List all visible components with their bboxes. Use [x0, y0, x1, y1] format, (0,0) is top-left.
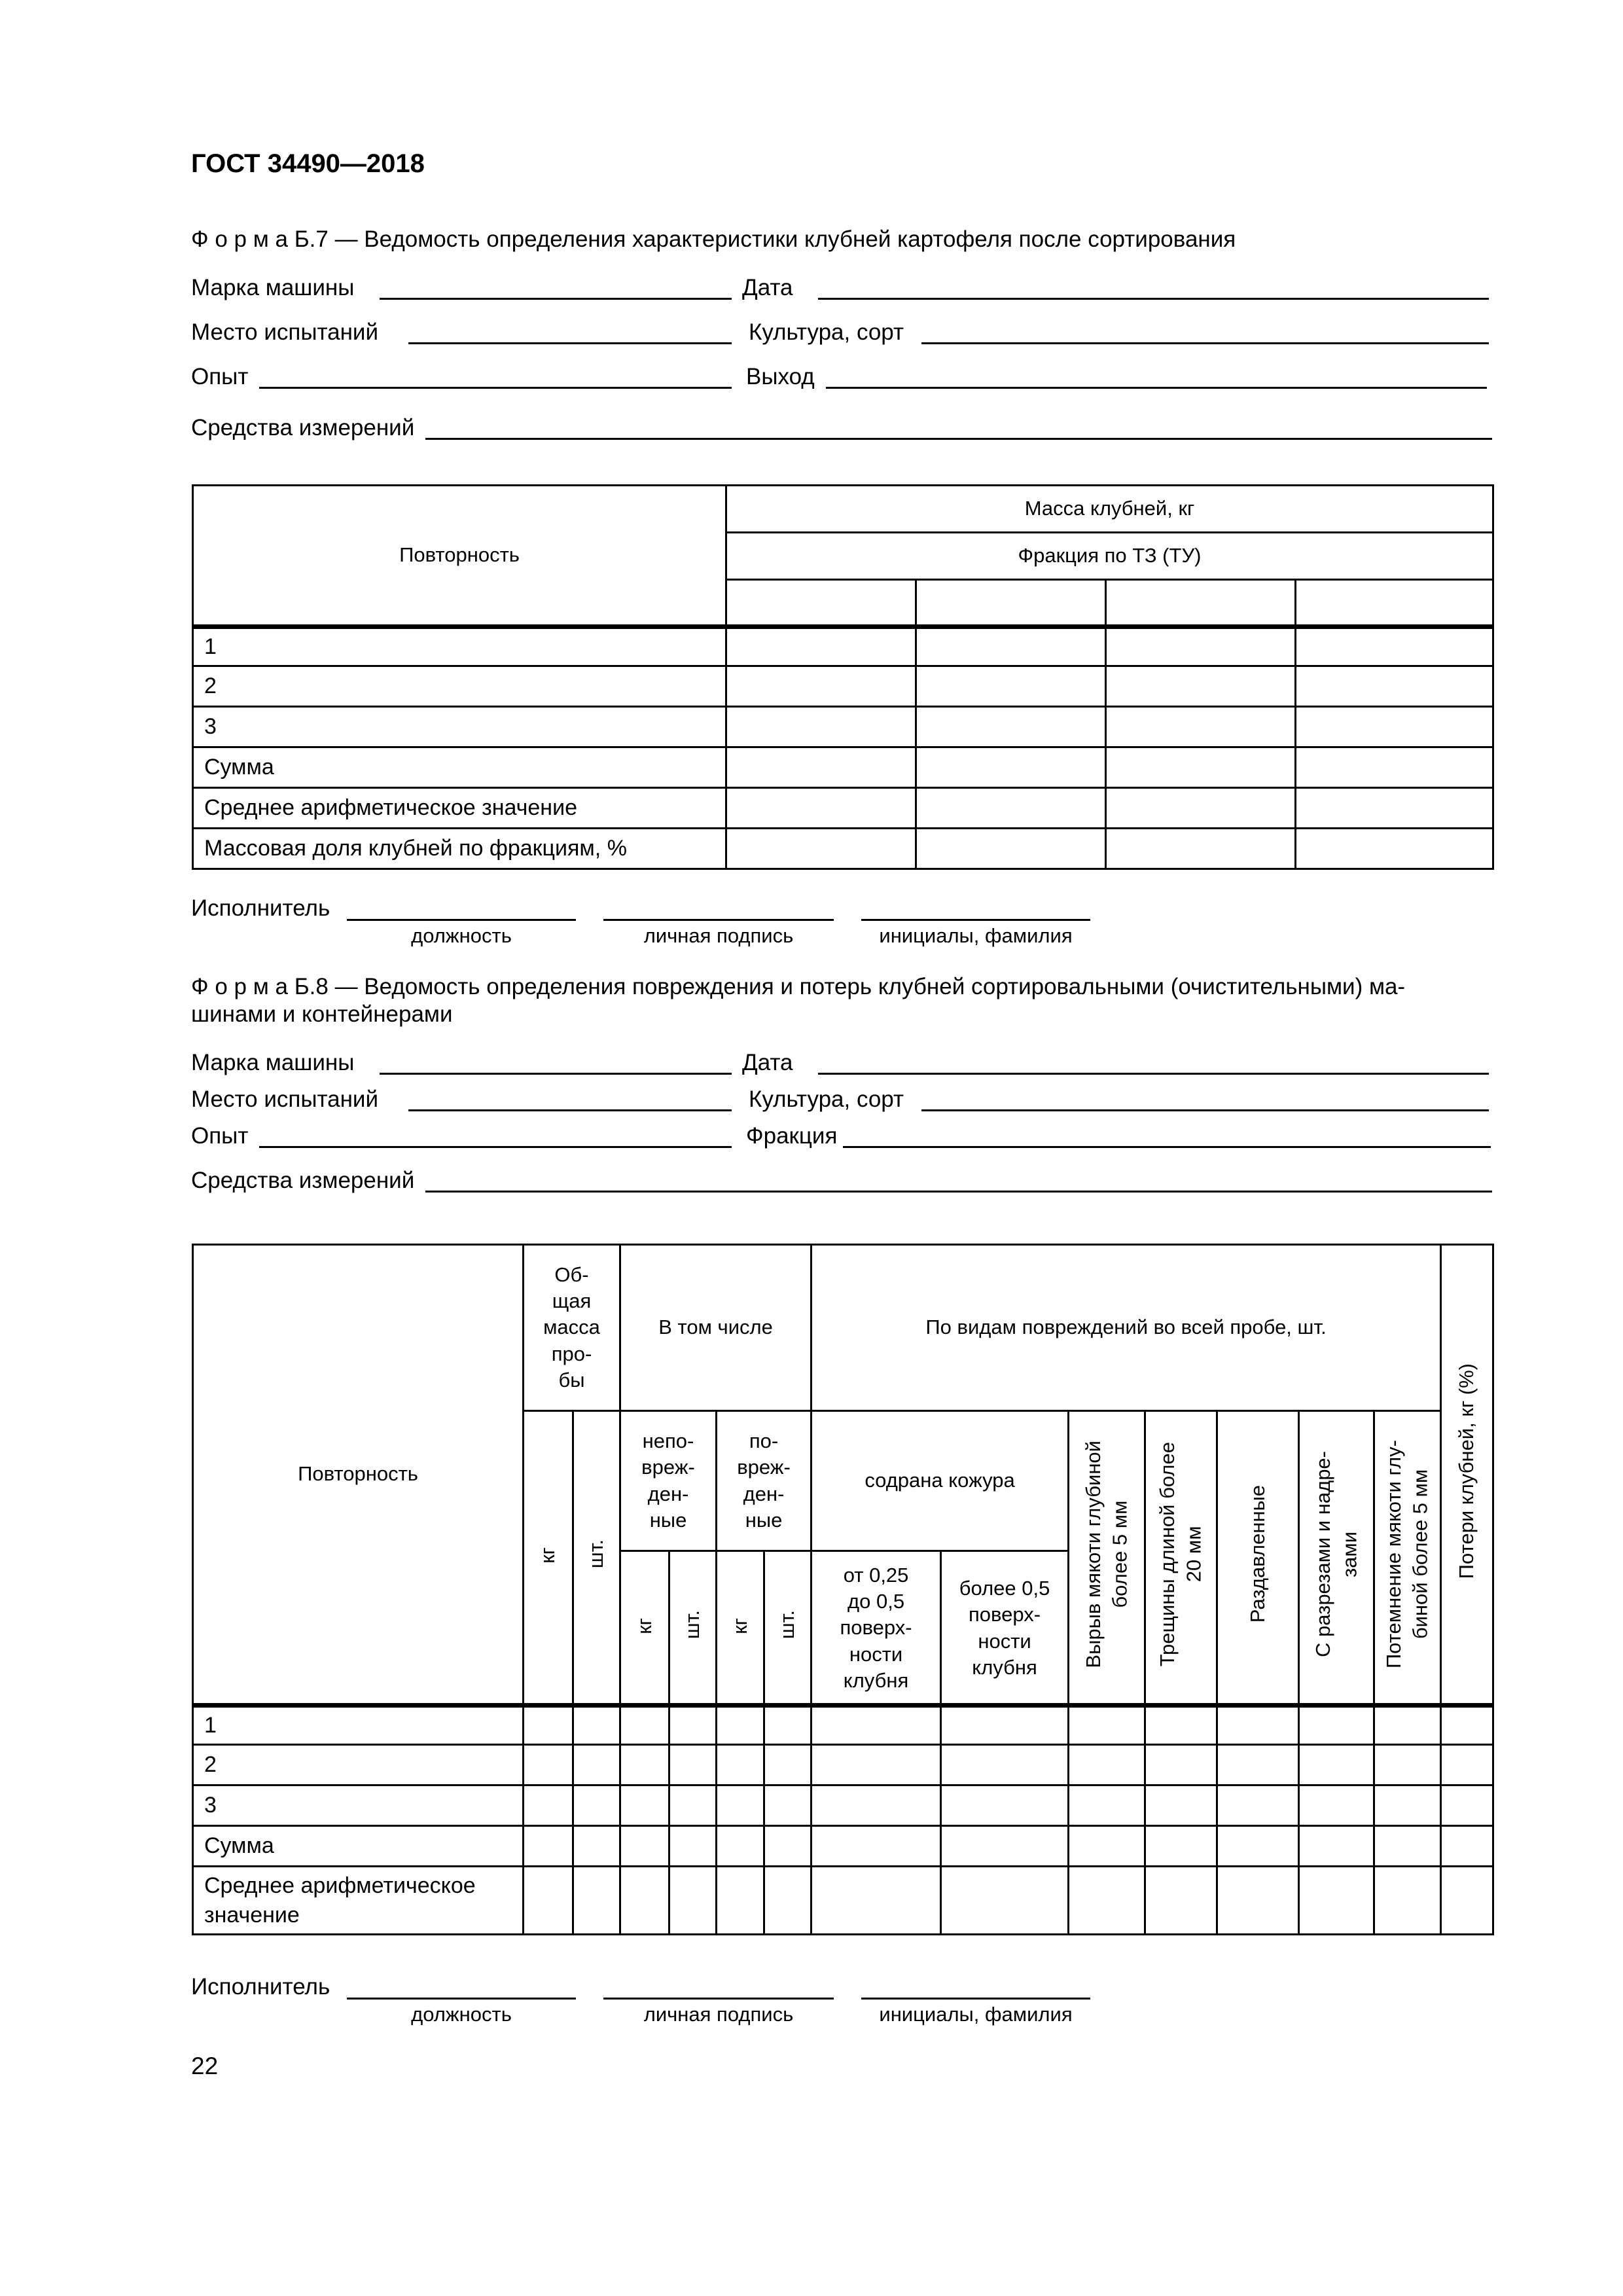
form8-col-repeat: Повторность [193, 1245, 524, 1706]
form7-cell[interactable] [916, 627, 1106, 666]
form8-cell[interactable] [1441, 1706, 1493, 1745]
form7-table [192, 484, 1494, 870]
form7-cell[interactable] [1296, 747, 1493, 788]
form7-cell[interactable] [1106, 788, 1296, 829]
form8-cell[interactable] [1069, 1867, 1145, 1935]
form8-date-line[interactable] [818, 1073, 1489, 1075]
form8-cell[interactable] [812, 1706, 941, 1745]
form8-cell[interactable] [573, 1785, 620, 1826]
form8-cell[interactable] [669, 1706, 717, 1745]
form7-cell[interactable] [916, 829, 1106, 869]
form8-sign-caption: личная подпись [643, 2003, 794, 2026]
form7-fraction-cell[interactable] [1106, 580, 1296, 627]
form8-row-label: 2 [193, 1745, 524, 1785]
form8-cell[interactable] [1374, 1826, 1441, 1867]
form7-row-label: Среднее арифметическое значение [193, 788, 726, 829]
form8-cell[interactable] [1069, 1826, 1145, 1867]
form8-cell[interactable] [717, 1867, 764, 1935]
form8-cell[interactable] [1069, 1785, 1145, 1826]
form8-cell[interactable] [1145, 1706, 1217, 1745]
form7-sign-caption: личная подпись [643, 924, 794, 947]
form7-cell[interactable] [1296, 829, 1493, 869]
form7-output-label: Выход [746, 364, 815, 389]
form8-name-line[interactable] [861, 1998, 1090, 2000]
form8-cell[interactable] [573, 1745, 620, 1785]
form7-position-caption: должность [411, 924, 512, 947]
form8-cell[interactable] [1145, 1745, 1217, 1785]
form8-cell[interactable] [1217, 1826, 1299, 1867]
form8-signature-label: Исполнитель [191, 1974, 330, 2000]
form8-crop-label: Культура, сорт [749, 1086, 904, 1112]
form8-pulp-torn-header: Вырыв мякоти глубиной более 5 мм [1081, 1440, 1132, 1668]
form8-undamaged-kg: кг [632, 1618, 656, 1635]
form8-cell[interactable] [573, 1706, 620, 1745]
form8-cell[interactable] [812, 1826, 941, 1867]
form8-cell[interactable] [717, 1826, 764, 1867]
form8-cell[interactable] [941, 1867, 1069, 1935]
form8-cell[interactable] [941, 1706, 1069, 1745]
form7-crop-label: Культура, сорт [749, 319, 904, 345]
form8-cell[interactable] [1145, 1826, 1217, 1867]
form8-cell[interactable] [812, 1745, 941, 1785]
form7-fraction-cell[interactable] [726, 580, 916, 627]
form8-cell[interactable] [669, 1826, 717, 1867]
form8-cell[interactable] [1217, 1785, 1299, 1826]
form8-cell[interactable] [1441, 1826, 1493, 1867]
form7-cell[interactable] [1296, 666, 1493, 707]
form7-cell[interactable] [726, 627, 916, 666]
form8-instruments-line[interactable] [425, 1191, 1492, 1193]
form7-cell[interactable] [726, 666, 916, 707]
form8-peel-025-header: от 0,25 до 0,5 поверх- ности клубня [812, 1551, 941, 1706]
form7-machine-line[interactable] [380, 298, 732, 300]
form7-name-caption: инициалы, фамилия [879, 924, 1073, 947]
form7-instruments-line[interactable] [425, 438, 1492, 440]
form8-loss-header: Потери клубней, кг (%) [1455, 1363, 1478, 1579]
form8-crushed-header: Раздавленные [1245, 1485, 1269, 1623]
form8-trial-label: Опыт [191, 1123, 249, 1149]
form8-peeled-header: содрана кожура [812, 1411, 1069, 1551]
form7-place-line[interactable] [408, 342, 732, 344]
form7-output-line[interactable] [826, 387, 1487, 389]
form8-by-damage-header: По видам повреждений во всей пробе, шт. [812, 1245, 1441, 1411]
form8-cell[interactable] [1441, 1867, 1493, 1935]
form7-row-label: Массовая доля клубней по фракциям, % [193, 829, 726, 869]
form8-row-label: 3 [193, 1785, 524, 1826]
form8-cell[interactable] [1374, 1706, 1441, 1745]
form7-row-label: 2 [193, 666, 726, 707]
form8-cuts-header: С разрезами и надре- зами [1311, 1450, 1361, 1657]
form7-trial-line[interactable] [259, 387, 732, 389]
form8-cell[interactable] [1441, 1745, 1493, 1785]
form7-position-line[interactable] [347, 919, 576, 921]
form8-cell[interactable] [941, 1785, 1069, 1826]
form7-cell[interactable] [1106, 829, 1296, 869]
form8-including-header: В том числе [620, 1245, 812, 1411]
form7-cell[interactable] [726, 829, 916, 869]
form8-cell[interactable] [1441, 1785, 1493, 1826]
form8-name-caption: инициалы, фамилия [879, 2003, 1073, 2026]
form8-cell[interactable] [669, 1867, 717, 1935]
form8-cell[interactable] [812, 1867, 941, 1935]
form8-undamaged-header: непо- вреж- ден- ные [620, 1411, 717, 1551]
form7-cell[interactable] [916, 788, 1106, 829]
form8-cell[interactable] [1145, 1867, 1217, 1935]
form7-instruments-label: Средства измерений [191, 415, 415, 440]
form8-cell[interactable] [1299, 1706, 1374, 1745]
form8-cell[interactable] [764, 1745, 812, 1785]
document-header: ГОСТ 34490—2018 [191, 149, 425, 178]
form8-cell[interactable] [620, 1867, 669, 1935]
form8-cell[interactable] [524, 1706, 573, 1745]
form8-date-label: Дата [742, 1050, 793, 1075]
form8-cell[interactable] [620, 1785, 669, 1826]
form7-cell[interactable] [916, 666, 1106, 707]
form7-row-label: 3 [193, 707, 726, 747]
form7-cell[interactable] [1106, 666, 1296, 707]
form8-cell[interactable] [1299, 1785, 1374, 1826]
form7-col-repeat: Повторность [193, 486, 726, 627]
form7-row-label: Сумма [193, 747, 726, 788]
form8-peel-05-header: более 0,5 поверх- ности клубня [941, 1551, 1069, 1706]
form8-cell[interactable] [1299, 1867, 1374, 1935]
form8-instruments-label: Средства измерений [191, 1168, 415, 1193]
form8-trial-line[interactable] [259, 1146, 732, 1148]
form7-cell[interactable] [1106, 747, 1296, 788]
form8-total-kg: кг [536, 1547, 560, 1564]
form8-undamaged-pcs: шт. [681, 1610, 704, 1640]
form8-damaged-pcs: шт. [776, 1610, 799, 1640]
form8-total-pcs: шт. [584, 1539, 608, 1569]
form8-cell[interactable] [717, 1785, 764, 1826]
form8-cell[interactable] [1299, 1826, 1374, 1867]
form8-title-line1: Ф о р м а Б.8 — Ведомость определения повреждения и потерь клубней сортировальными (очистительными) ма- [191, 974, 1406, 999]
form8-cell[interactable] [941, 1826, 1069, 1867]
form8-damaged-header: по- вреж- ден- ные [717, 1411, 812, 1551]
form8-cracks-header: Трещины длиной более 20 мм [1156, 1441, 1205, 1666]
form8-cell[interactable] [524, 1867, 573, 1935]
form7-signature-label: Исполнитель [191, 895, 330, 921]
form8-fraction-label: Фракция [746, 1123, 838, 1149]
form7-name-line[interactable] [861, 919, 1090, 921]
form8-cell[interactable] [1374, 1745, 1441, 1785]
form8-cell[interactable] [1299, 1745, 1374, 1785]
form8-cell[interactable] [764, 1826, 812, 1867]
form7-cell[interactable] [1296, 788, 1493, 829]
form7-date-label: Дата [742, 275, 793, 300]
form8-cell[interactable] [620, 1706, 669, 1745]
form8-cell[interactable] [1217, 1867, 1299, 1935]
form8-cell[interactable] [573, 1826, 620, 1867]
form8-row-label: 1 [193, 1706, 524, 1745]
form8-cell[interactable] [669, 1785, 717, 1826]
form8-place-label: Место испытаний [191, 1086, 379, 1112]
form8-row-label: Сумма [193, 1826, 524, 1867]
form8-cell[interactable] [764, 1867, 812, 1935]
form7-cell[interactable] [1296, 627, 1493, 666]
form8-cell[interactable] [1145, 1785, 1217, 1826]
form8-cell[interactable] [620, 1745, 669, 1785]
form8-cell[interactable] [1069, 1745, 1145, 1785]
form7-fraction-cell[interactable] [916, 580, 1106, 627]
form7-cell[interactable] [726, 747, 916, 788]
form7-sign-line[interactable] [603, 919, 834, 921]
form8-cell[interactable] [764, 1785, 812, 1826]
form7-cell[interactable] [1106, 707, 1296, 747]
form8-crop-line[interactable] [921, 1109, 1489, 1111]
form7-title: Ф о р м а Б.7 — Ведомость определения характеристики клубней картофеля после сортирования [191, 226, 1236, 252]
form8-sign-line[interactable] [603, 1998, 834, 2000]
form7-cell[interactable] [1296, 707, 1493, 747]
form8-machine-label: Марка машины [191, 1050, 355, 1075]
form7-cell[interactable] [726, 707, 916, 747]
form8-fraction-line[interactable] [843, 1146, 1491, 1148]
form8-cell[interactable] [1374, 1785, 1441, 1826]
form8-position-caption: должность [411, 2003, 512, 2026]
form7-fraction-cell[interactable] [1296, 580, 1493, 627]
form8-place-line[interactable] [408, 1109, 732, 1111]
form7-fraction-header: Фракция по ТЗ (ТУ) [726, 533, 1493, 580]
form8-cell[interactable] [1217, 1706, 1299, 1745]
form8-cell[interactable] [764, 1706, 812, 1745]
form8-cell[interactable] [717, 1706, 764, 1745]
form8-machine-line[interactable] [380, 1073, 732, 1075]
form8-damaged-kg: кг [728, 1618, 751, 1635]
form7-cell[interactable] [1106, 627, 1296, 666]
form8-cell[interactable] [524, 1745, 573, 1785]
form8-cell[interactable] [1374, 1867, 1441, 1935]
form8-total-mass-header: Об- щая масса про- бы [524, 1245, 620, 1411]
form7-cell[interactable] [916, 747, 1106, 788]
form8-table [192, 1244, 1494, 1935]
form7-machine-label: Марка машины [191, 275, 355, 300]
form8-cell[interactable] [812, 1785, 941, 1826]
form8-cell[interactable] [941, 1745, 1069, 1785]
form8-position-line[interactable] [347, 1998, 576, 2000]
form8-cell[interactable] [1069, 1706, 1145, 1745]
form7-mass-header: Масса клубней, кг [726, 486, 1493, 533]
form8-row-label: Среднее арифметическое значение [193, 1867, 524, 1935]
form7-trial-label: Опыт [191, 364, 249, 389]
form7-date-line[interactable] [818, 298, 1489, 300]
form8-cell[interactable] [1217, 1745, 1299, 1785]
form8-cell[interactable] [669, 1745, 717, 1785]
form8-cell[interactable] [524, 1785, 573, 1826]
form8-darkening-header: Потемнение мякоти глу- биной более 5 мм [1382, 1439, 1432, 1668]
form7-crop-line[interactable] [921, 342, 1489, 344]
form7-cell[interactable] [916, 707, 1106, 747]
form8-cell[interactable] [620, 1826, 669, 1867]
form8-cell[interactable] [524, 1826, 573, 1867]
form7-row-label: 1 [193, 627, 726, 666]
form8-cell[interactable] [717, 1745, 764, 1785]
form7-cell[interactable] [726, 788, 916, 829]
page-number: 22 [191, 2053, 219, 2079]
form8-title-line2: шинами и контейнерами [191, 1001, 453, 1027]
form7-place-label: Место испытаний [191, 319, 379, 345]
form8-cell[interactable] [573, 1867, 620, 1935]
